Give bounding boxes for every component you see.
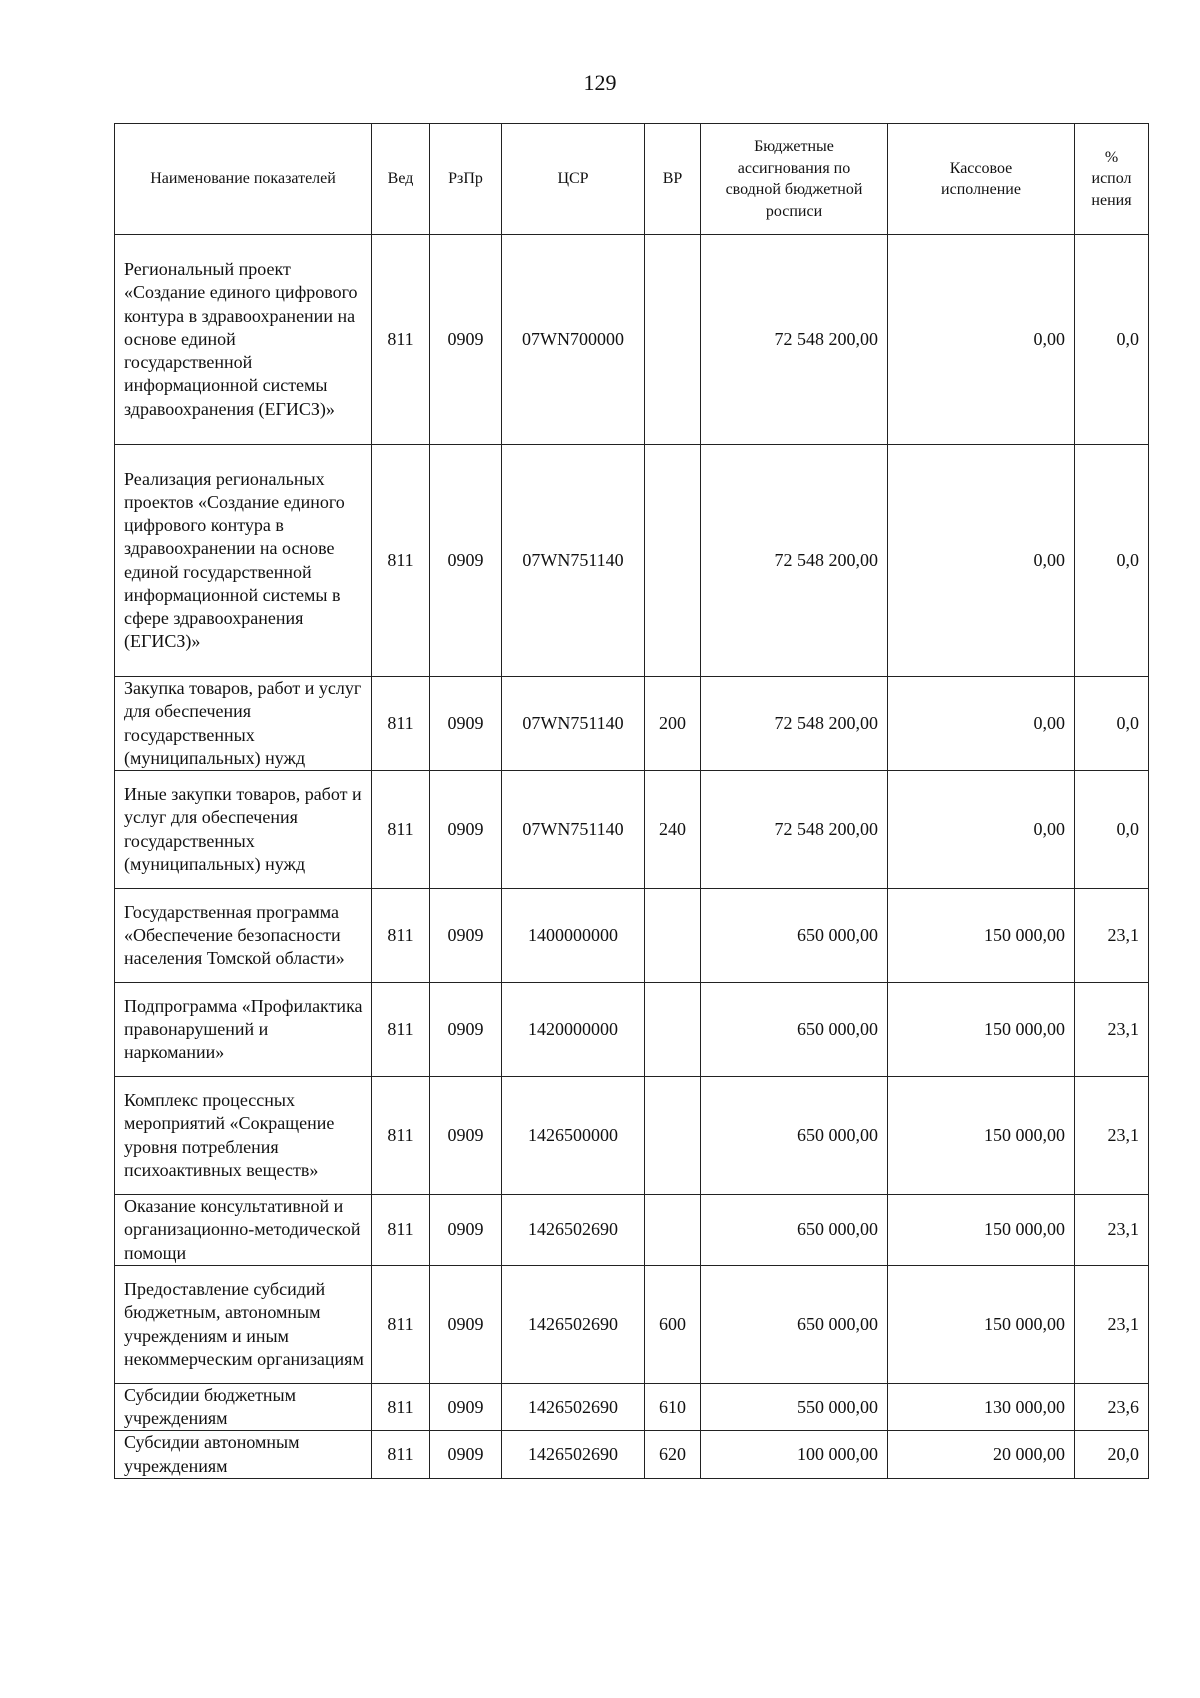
csr-cell: 1420000000 (502, 983, 645, 1077)
ved-cell: 811 (372, 1266, 430, 1384)
ved-cell: 811 (372, 1431, 430, 1478)
header-rzpr: РзПр (430, 124, 502, 235)
percent-cell: 23,1 (1075, 889, 1149, 983)
vr-cell: 610 (645, 1384, 701, 1431)
indicator-name-cell: Закупка товаров, работ и услуг для обеспечения государственных (муниципальных) нужд (115, 677, 372, 771)
vr-cell (645, 235, 701, 445)
cash-execution-cell: 150 000,00 (888, 1077, 1075, 1195)
allocations-cell: 72 548 200,00 (701, 771, 888, 889)
allocations-cell: 650 000,00 (701, 1195, 888, 1266)
rzpr-cell: 0909 (430, 235, 502, 445)
cash-execution-cell: 0,00 (888, 235, 1075, 445)
rzpr-cell: 0909 (430, 1195, 502, 1266)
cash-execution-cell: 0,00 (888, 677, 1075, 771)
allocations-cell: 72 548 200,00 (701, 235, 888, 445)
indicator-name-cell: Комплекс процессных мероприятий «Сокращение уровня потребления психоактивных веществ» (115, 1077, 372, 1195)
indicator-name-cell: Иные закупки товаров, работ и услуг для обеспечения государственных (муниципальных) нужд (115, 771, 372, 889)
cash-execution-cell: 150 000,00 (888, 1195, 1075, 1266)
table-row (115, 235, 1149, 445)
ved-cell: 811 (372, 445, 430, 677)
ved-cell: 811 (372, 1077, 430, 1195)
table-row (115, 771, 1149, 889)
allocations-cell: 650 000,00 (701, 983, 888, 1077)
allocations-cell: 100 000,00 (701, 1431, 888, 1478)
percent-cell: 23,1 (1075, 1077, 1149, 1195)
csr-cell: 1426502690 (502, 1266, 645, 1384)
allocations-cell: 550 000,00 (701, 1384, 888, 1431)
percent-cell: 0,0 (1075, 677, 1149, 771)
header-vr: ВР (645, 124, 701, 235)
csr-cell: 1426502690 (502, 1384, 645, 1431)
cash-execution-cell: 150 000,00 (888, 1266, 1075, 1384)
rzpr-cell: 0909 (430, 983, 502, 1077)
page-number: 129 (583, 70, 617, 95)
vr-cell (645, 1077, 701, 1195)
percent-cell: 0,0 (1075, 771, 1149, 889)
table-row (115, 1195, 1149, 1266)
header-name: Наименование показателей (115, 124, 372, 235)
cash-execution-cell: 0,00 (888, 445, 1075, 677)
table-row (115, 1266, 1149, 1384)
ved-cell: 811 (372, 235, 430, 445)
header-percent: % испол нения (1075, 124, 1149, 235)
csr-cell: 07WN751140 (502, 771, 645, 889)
header-allocations: Бюджетные ассигнования по сводной бюджетной росписи (701, 124, 888, 235)
vr-cell (645, 445, 701, 677)
vr-cell (645, 983, 701, 1077)
percent-cell: 20,0 (1075, 1431, 1149, 1478)
indicator-name-cell: Субсидии автономным учреждениям (115, 1431, 372, 1478)
percent-cell: 0,0 (1075, 445, 1149, 677)
vr-cell: 620 (645, 1431, 701, 1478)
csr-cell: 07WN751140 (502, 445, 645, 677)
rzpr-cell: 0909 (430, 677, 502, 771)
allocations-cell: 650 000,00 (701, 1077, 888, 1195)
csr-cell: 07WN751140 (502, 677, 645, 771)
indicator-name-cell: Реализация региональных проектов «Создание единого цифрового контура в здравоохранении на основе единой государственной информационной системы в сфере здравоохранения (ЕГИСЗ)» (115, 445, 372, 677)
percent-cell: 0,0 (1075, 235, 1149, 445)
allocations-cell: 650 000,00 (701, 889, 888, 983)
ved-cell: 811 (372, 983, 430, 1077)
percent-cell: 23,1 (1075, 1195, 1149, 1266)
allocations-cell: 72 548 200,00 (701, 445, 888, 677)
allocations-cell: 72 548 200,00 (701, 677, 888, 771)
table-row (115, 1077, 1149, 1195)
rzpr-cell: 0909 (430, 771, 502, 889)
cash-execution-cell: 130 000,00 (888, 1384, 1075, 1431)
vr-cell (645, 889, 701, 983)
indicator-name-cell: Оказание консультативной и организационно-методической помощи (115, 1195, 372, 1266)
rzpr-cell: 0909 (430, 1266, 502, 1384)
ved-cell: 811 (372, 889, 430, 983)
header-ved: Вед (372, 124, 430, 235)
allocations-cell: 650 000,00 (701, 1266, 888, 1384)
percent-cell: 23,6 (1075, 1384, 1149, 1431)
cash-execution-cell: 0,00 (888, 771, 1075, 889)
table-row (115, 983, 1149, 1077)
csr-cell: 07WN700000 (502, 235, 645, 445)
ved-cell: 811 (372, 771, 430, 889)
table-row (115, 1384, 1149, 1431)
indicator-name-cell: Субсидии бюджетным учреждениям (115, 1384, 372, 1431)
indicator-name-cell: Предоставление субсидий бюджетным, автономным учреждениям и иным некоммерческим организациям (115, 1266, 372, 1384)
rzpr-cell: 0909 (430, 445, 502, 677)
csr-cell: 1426502690 (502, 1431, 645, 1478)
rzpr-cell: 0909 (430, 1077, 502, 1195)
table-row (115, 1431, 1149, 1478)
header-csr: ЦСР (502, 124, 645, 235)
table-header-row (115, 124, 1149, 235)
rzpr-cell: 0909 (430, 889, 502, 983)
ved-cell: 811 (372, 1384, 430, 1431)
cash-execution-cell: 150 000,00 (888, 983, 1075, 1077)
rzpr-cell: 0909 (430, 1431, 502, 1478)
percent-cell: 23,1 (1075, 1266, 1149, 1384)
rzpr-cell: 0909 (430, 1384, 502, 1431)
vr-cell: 600 (645, 1266, 701, 1384)
indicator-name-cell: Государственная программа «Обеспечение безопасности населения Томской области» (115, 889, 372, 983)
table-row (115, 445, 1149, 677)
cash-execution-cell: 150 000,00 (888, 889, 1075, 983)
indicator-name-cell: Подпрограмма «Профилактика правонарушений и наркомании» (115, 983, 372, 1077)
vr-cell: 200 (645, 677, 701, 771)
csr-cell: 1400000000 (502, 889, 645, 983)
indicator-name-cell: Региональный проект «Создание единого цифрового контура в здравоохранении на основе единой государственной информационной системы здравоохранения (ЕГИСЗ)» (115, 235, 372, 445)
table-row (115, 889, 1149, 983)
table-row (115, 677, 1149, 771)
csr-cell: 1426500000 (502, 1077, 645, 1195)
csr-cell: 1426502690 (502, 1195, 645, 1266)
ved-cell: 811 (372, 1195, 430, 1266)
header-cash-execution: Кассовое исполнение (888, 124, 1075, 235)
vr-cell: 240 (645, 771, 701, 889)
percent-cell: 23,1 (1075, 983, 1149, 1077)
budget-execution-table (114, 123, 1149, 1479)
vr-cell (645, 1195, 701, 1266)
cash-execution-cell: 20 000,00 (888, 1431, 1075, 1478)
ved-cell: 811 (372, 677, 430, 771)
